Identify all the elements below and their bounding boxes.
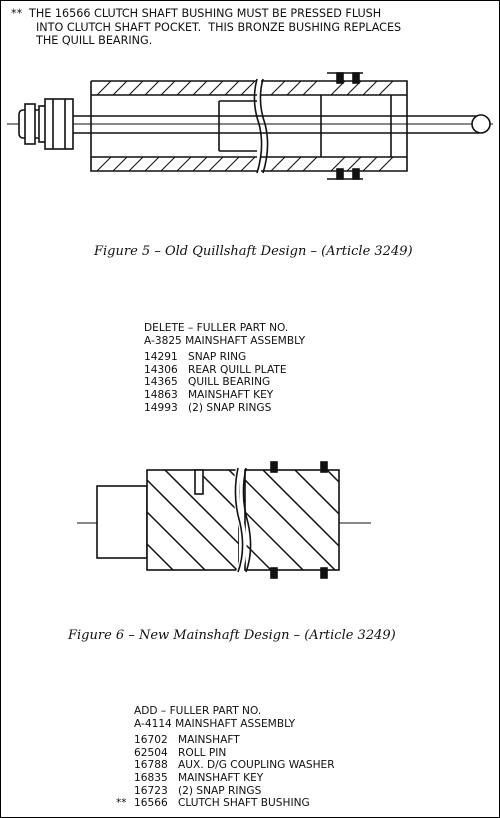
- part-description: ROLL PIN: [178, 746, 227, 759]
- add-parts-list: [116, 705, 335, 810]
- part-description: SNAP RING: [188, 351, 247, 364]
- figure6-caption: Figure 6 – New Mainshaft Design – (Article 3249): [68, 628, 396, 643]
- list-item: [144, 351, 305, 364]
- part-number: 14365: [144, 376, 178, 389]
- list-item: [134, 772, 335, 785]
- note-line-1: THE 16566 CLUTCH SHAFT BUSHING MUST BE PRESSED FLUSH: [29, 7, 382, 20]
- part-description: MAINSHAFT KEY: [178, 771, 264, 784]
- figure5-caption: Figure 5 – Old Quillshaft Design – (Article 3249): [94, 244, 413, 259]
- delete-parts-list: [144, 322, 305, 414]
- part-number: 16723: [134, 784, 168, 797]
- part-description: (2) SNAP RINGS: [178, 784, 262, 797]
- part-description: MAINSHAFT KEY: [188, 388, 274, 401]
- part-number: 14993: [144, 401, 178, 414]
- list-item: [134, 759, 335, 772]
- delete-header-2: A-3825 MAINSHAFT ASSEMBLY: [144, 334, 306, 347]
- part-description: REAR QUILL PLATE: [188, 363, 287, 376]
- part-number: 14306: [144, 363, 178, 376]
- part-description: AUX. D/G COUPLING WASHER: [178, 759, 335, 772]
- part-number: 16566: [134, 797, 168, 810]
- installation-note: [11, 7, 481, 48]
- note-asterisks: **: [11, 7, 23, 20]
- part-number: 16788: [134, 759, 168, 772]
- asterisk-marker: **: [116, 797, 127, 810]
- part-description: MAINSHAFT: [178, 734, 240, 747]
- part-number: 16702: [134, 734, 168, 747]
- list-item: [144, 402, 305, 415]
- note-line-2: INTO CLUTCH SHAFT POCKET. THIS BRONZE BUSHING REPLACES: [36, 20, 402, 34]
- add-header-1: ADD – FULLER PART NO.: [134, 705, 262, 717]
- list-item: [134, 734, 335, 747]
- part-number: 16835: [134, 771, 168, 784]
- delete-header-1: DELETE – FULLER PART NO.: [144, 322, 289, 334]
- add-header-2: A-4114 MAINSHAFT ASSEMBLY: [134, 717, 296, 730]
- figure5-quillshaft-drawing: [1, 61, 499, 221]
- list-item: [144, 364, 305, 377]
- list-item: [144, 389, 305, 402]
- figure6-mainshaft-drawing: [1, 456, 499, 591]
- list-item: [116, 797, 335, 810]
- part-description: CLUTCH SHAFT BUSHING: [178, 797, 310, 810]
- list-item: [134, 785, 335, 798]
- part-number: 14863: [144, 388, 178, 401]
- part-description: (2) SNAP RINGS: [188, 401, 272, 414]
- list-item: [144, 376, 305, 389]
- part-description: QUILL BEARING: [188, 376, 271, 389]
- part-number: 14291: [144, 351, 178, 364]
- part-number: 62504: [134, 746, 168, 759]
- list-item: [134, 747, 335, 760]
- note-line-3: THE QUILL BEARING.: [36, 34, 153, 48]
